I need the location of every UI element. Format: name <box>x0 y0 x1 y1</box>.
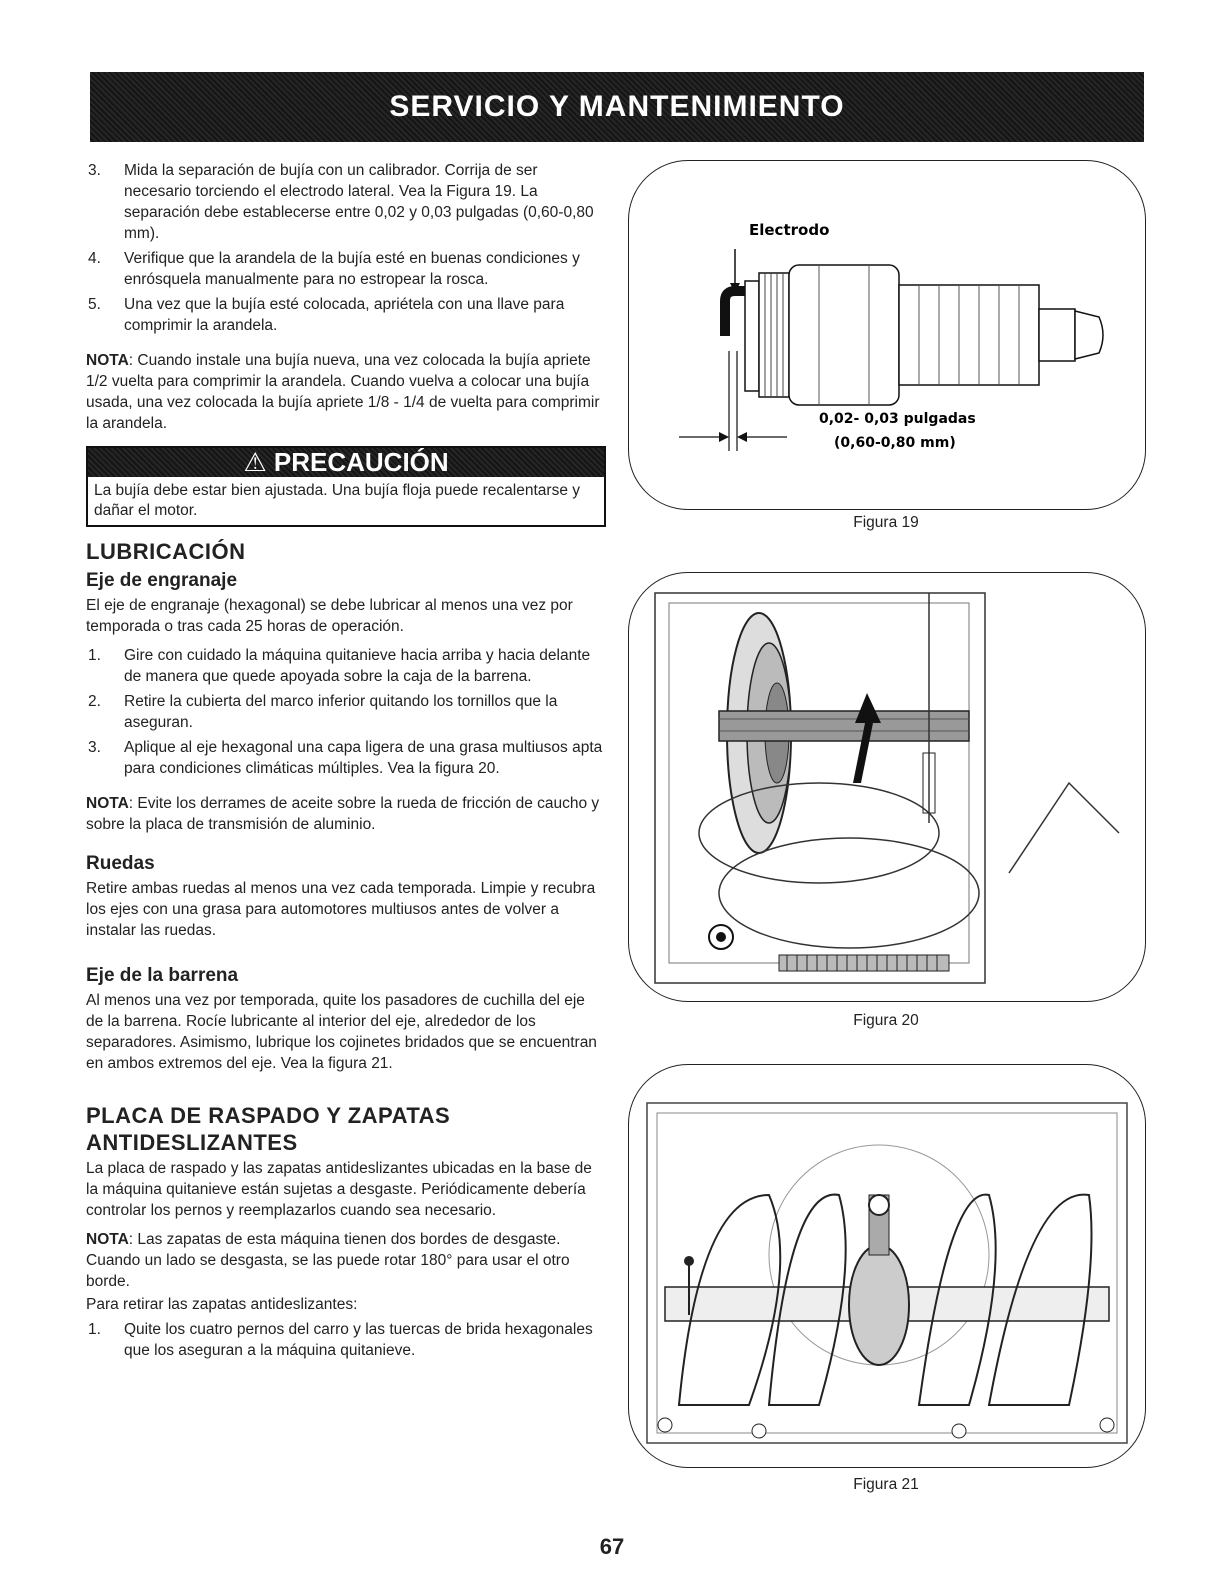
page-number: 67 <box>599 1534 625 1559</box>
section-scraper-title: PLACA DE RASPADO Y ZAPATAS ANTIDESLIZANTES <box>86 1103 451 1155</box>
wheels-text: Retire ambas ruedas al menos una vez cada temporada. Limpie y recubra los ejes con una grasa para automotores multiusos antes de volver a instalar las ruedas. <box>86 880 596 939</box>
page-title: SERVICIO Y MANTENIMIENTO <box>389 90 845 123</box>
list-item: 1. Gire con cuidado la máquina quitanieve hacia arriba y hacia delante de manera que quede apoyada sobre la caja de la barrena. <box>88 647 591 685</box>
subsection-gear-shaft-title: Eje de engranaje <box>86 570 238 591</box>
caution-box <box>86 446 606 527</box>
list-item: 3. Aplique al eje hexagonal una capa ligera de una grasa multiusos apta para condiciones climáticas múltiples. Vea la figura 20. <box>88 739 603 777</box>
spark-plug-steps <box>86 160 606 336</box>
skid-removal-intro: Para retirar las zapatas antideslizantes: <box>86 1296 358 1313</box>
figure-19-spark-plug <box>628 160 1146 510</box>
figure-19-caption: Figura 19 <box>853 514 919 531</box>
list-item: 4. Verifique que la arandela de la bujía esté en buenas condiciones y enrósquela manualmente para no estropear la rosca. <box>88 250 580 288</box>
scraper-text: La placa de raspado y las zapatas antideslizantes ubicadas en la base de la máquina quitanieve están sujetas a desgaste. Periódicamente debería controlar los pernos y reemplazarlos cuando sea necesario. <box>86 1160 592 1219</box>
note-spark-plug: NOTA: Cuando instale una bujía nueva, una vez colocada la bujía apriete 1/2 vuelta para comprimir la arandela. Cuando vuelva a colocar una bujía usada, una vez colocada la bujía apriete 1/8 - 1/4 de vuelta para comprimir la arandela. <box>86 352 600 432</box>
auger-shaft-text: Al menos una vez por temporada, quite los pasadores de cuchilla del eje de la barrena. Rocíe lubricante al interior del eje, alrededor de los separadores. Asimismo, lubrique los cojinetes bridados que se encuentran en ambos extremos del eje. Vea la figura 21. <box>86 992 597 1072</box>
gap-label-inches: 0,02- 0,03 pulgadas <box>819 411 976 427</box>
note-scraper: NOTA: Las zapatas de esta máquina tienen dos bordes de desgaste. Cuando un lado se desgasta, se las puede rotar 180° para usar el otro borde. <box>86 1231 570 1290</box>
auger-illustration <box>629 1065 1145 1467</box>
electrode-label: Electrodo <box>749 221 830 239</box>
list-item: 3. Mida la separación de bujía con un calibrador. Corrija de ser necesario torciendo el electrodo lateral. Vea la Figura 19. La separación debe establecerse entre 0,02 y 0,03 pulgadas (0,60-0,80 mm). <box>88 162 594 242</box>
figure-20-drive-shaft <box>628 572 1146 1002</box>
list-item: 5. Una vez que la bujía esté colocada, apriétela con una llave para comprimir la arandela. <box>88 296 565 334</box>
gear-shaft-steps <box>86 645 606 779</box>
gear-shaft-intro: El eje de engranaje (hexagonal) se debe lubricar al menos una vez por temporada o tras cada 25 horas de operación. <box>86 597 573 635</box>
list-item: 2. Retire la cubierta del marco inferior quitando los tornillos que la aseguran. <box>88 693 558 731</box>
caution-text: La bujía debe estar bien ajustada. Una bujía floja puede recalentarse y dañar el motor. <box>94 482 581 519</box>
skid-removal-steps <box>86 1319 606 1361</box>
spark-plug-illustration <box>629 161 1145 509</box>
warning-icon: ⚠ <box>243 447 274 477</box>
section-header-banner <box>90 72 1144 142</box>
figure-21-auger <box>628 1064 1146 1468</box>
gap-label-mm: (0,60-0,80 mm) <box>834 435 956 451</box>
drive-shaft-illustration <box>629 573 1145 1001</box>
subsection-wheels-title: Ruedas <box>86 853 155 874</box>
list-item: 1. Quite los cuatro pernos del carro y las tuercas de brida hexagonales que los aseguran a la máquina quitanieve. <box>88 1321 593 1359</box>
section-lubricacion-title: LUBRICACIÓN <box>86 539 246 564</box>
figure-20-caption: Figura 20 <box>853 1012 919 1029</box>
subsection-auger-shaft-title: Eje de la barrena <box>86 965 239 986</box>
note-gear-shaft: NOTA: Evite los derrames de aceite sobre la rueda de fricción de caucho y sobre la placa de transmisión de aluminio. <box>86 795 600 833</box>
caution-header: ⚠ PRECAUCIÓN <box>88 448 604 477</box>
left-column <box>86 160 606 1367</box>
figure-21-caption: Figura 21 <box>853 1476 919 1493</box>
